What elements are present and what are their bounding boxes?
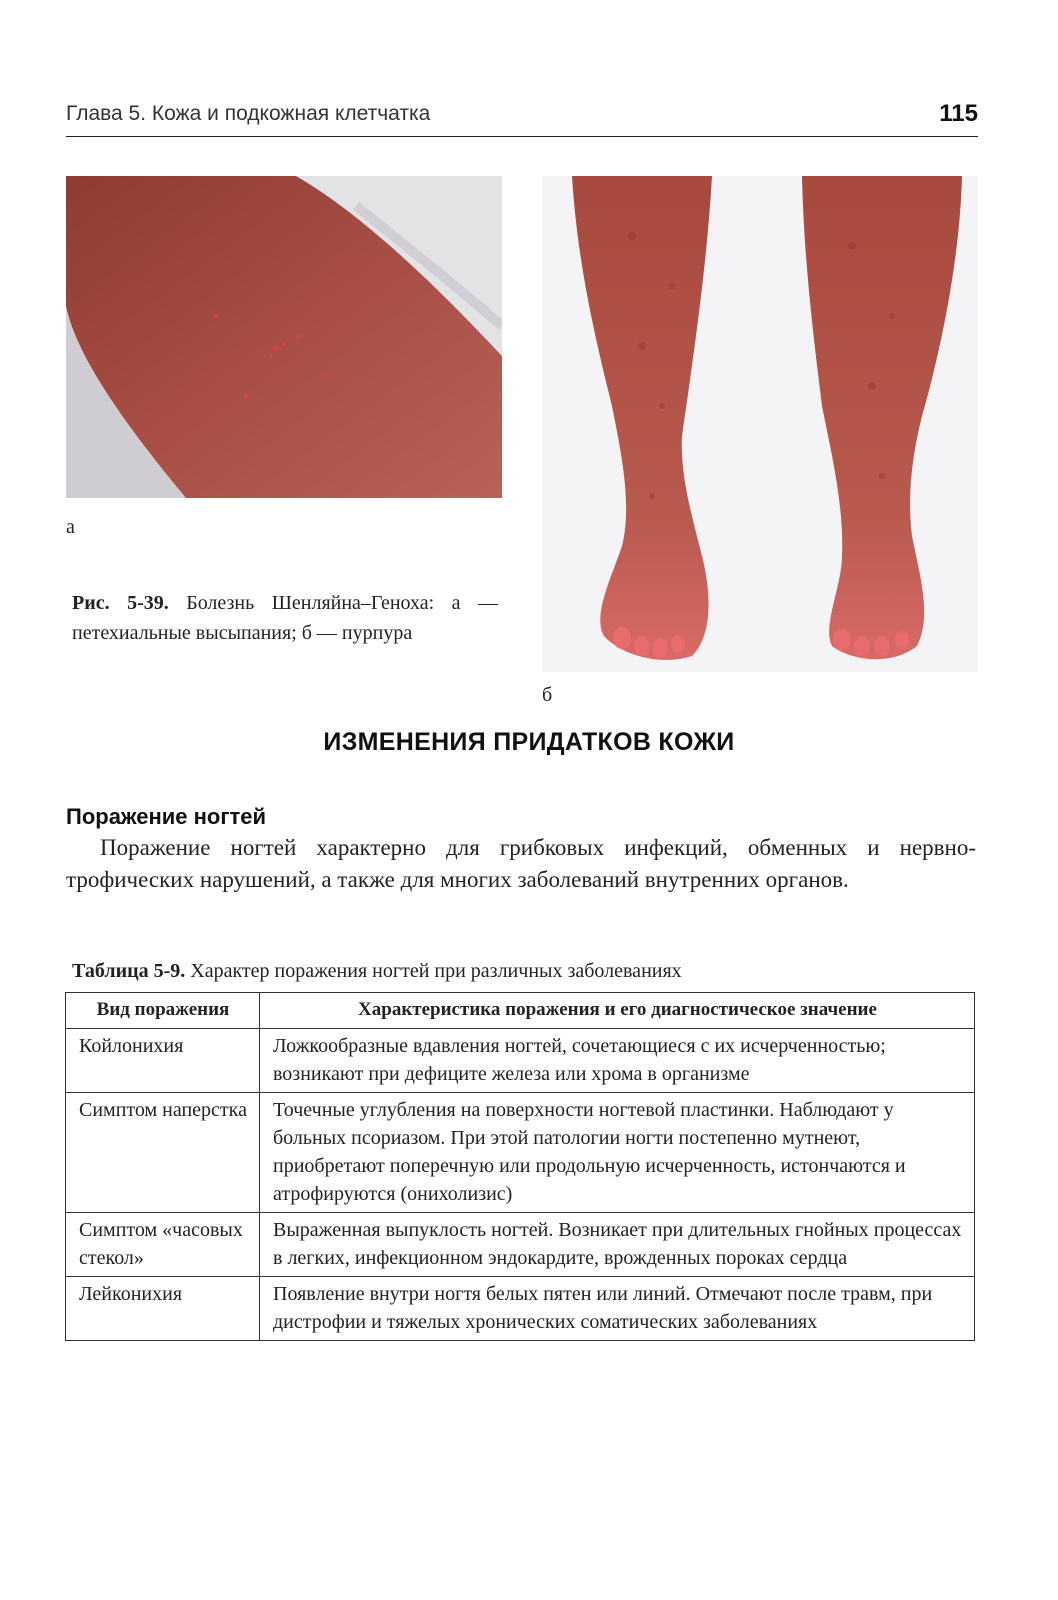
running-head <box>66 100 978 137</box>
table-row <box>66 1029 975 1093</box>
section-title: ИЗМЕНЕНИЯ ПРИДАТКОВ КОЖИ <box>323 728 735 756</box>
table-header-type: Вид поражения <box>66 993 260 1029</box>
table-row <box>66 1277 975 1341</box>
photo-purpura <box>542 176 978 672</box>
body-paragraph: Поражение ногтей характерно для грибковых инфекций, обменных и нервно-трофических нарушений, а также для многих заболеваний внутренних органов. <box>66 835 976 892</box>
table-cell-description: Точечные углубления на поверхности ногтевой пластинки. Наблюдают у больных псориазом. При этой патологии ногти постепенно мутнеют, приобретают поперечную или продольную исчерченность, истончаются и атрофируются (онихолизис) <box>260 1093 975 1213</box>
table-cell-type: Лейконихия <box>66 1277 260 1341</box>
figure-label-a: а <box>66 516 75 538</box>
chapter-title: Глава 5. Кожа и подкожная клетчатка <box>66 102 431 125</box>
figure-caption <box>72 588 498 648</box>
table-caption <box>72 960 682 983</box>
table-cell-description: Появление внутри ногтя белых пятен или линий. Отмечают после травм, при дистрофии и тяжелых хронических соматических заболеваниях <box>260 1277 975 1341</box>
table-cell-description: Ложкообразные вдавления ногтей, сочетающиеся с их исчерченностью; возникают при дефиците железа или хрома в организме <box>260 1029 975 1093</box>
table-row <box>66 1213 975 1277</box>
ankle-photo-illustration <box>66 176 502 498</box>
figure-caption-text: Болезнь Шенляйна–Геноха: а — петехиальные высыпания; б — пурпура <box>72 592 499 644</box>
table-header-description: Характеристика поражения и его диагностическое значение <box>260 993 975 1029</box>
page-number: 115 <box>939 100 978 127</box>
figure-label-b: б <box>542 684 553 706</box>
photo-petechiae <box>66 176 502 498</box>
legs-photo-illustration <box>542 176 978 672</box>
table-cell-type: Симптом наперстка <box>66 1093 260 1213</box>
table-cell-description: Выраженная выпуклость ногтей. Возникает при длительных гнойных процессах в легких, инфекционном эндокардите, врожденных пороках сердца <box>260 1213 975 1277</box>
subsection-title: Поражение ногтей <box>66 804 267 829</box>
figure-caption-number: Рис. 5-39. <box>72 592 169 614</box>
table-caption-text: Характер поражения ногтей при различных заболеваниях <box>190 960 682 982</box>
table-header-row <box>66 993 975 1029</box>
table-cell-type: Симптом «часовых стекол» <box>66 1213 260 1277</box>
table-caption-number: Таблица 5-9. <box>72 960 186 982</box>
nail-lesions-table <box>65 992 975 1341</box>
table-row <box>66 1093 975 1213</box>
table-cell-type: Койлонихия <box>66 1029 260 1093</box>
